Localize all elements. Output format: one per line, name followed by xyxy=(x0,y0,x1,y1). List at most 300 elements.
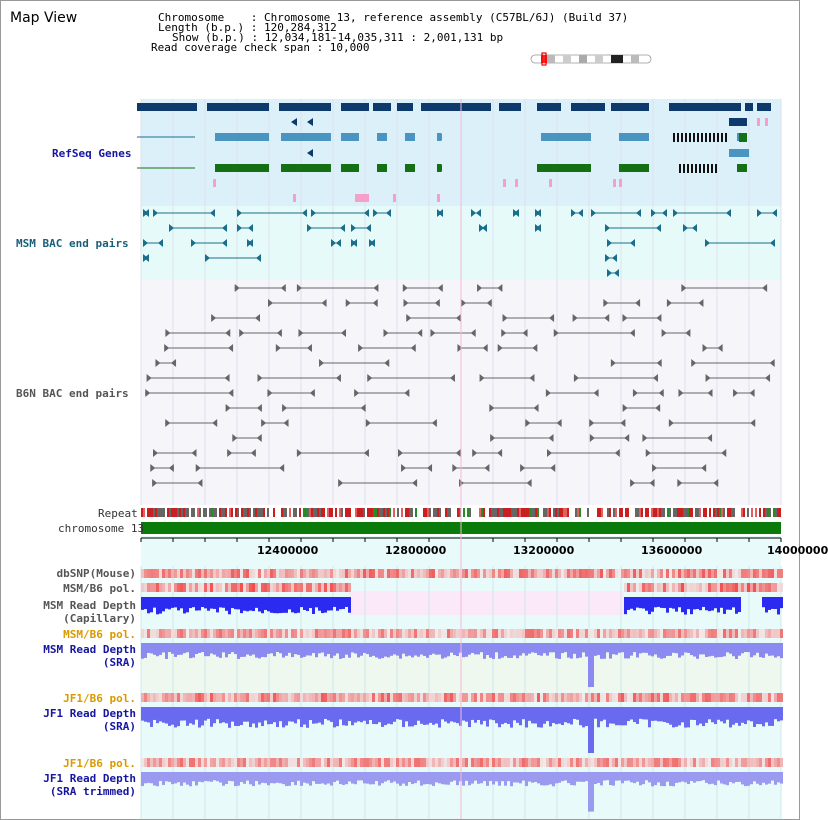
density-cell xyxy=(210,583,213,592)
depth-bar xyxy=(177,597,180,610)
depth-bar xyxy=(402,643,405,654)
density-cell xyxy=(486,758,489,767)
b6n-bac-label[interactable]: B6N BAC end pairs xyxy=(16,387,129,400)
density-cell xyxy=(534,569,537,578)
density-cell xyxy=(717,583,720,592)
density-cell xyxy=(711,583,714,592)
jf1-sra-depth-label[interactable]: JF1 Read Depth xyxy=(43,707,136,720)
depth-bar xyxy=(210,597,213,609)
density-cell xyxy=(309,583,312,592)
density-cell xyxy=(384,629,387,638)
density-cell xyxy=(504,758,507,767)
density-cell xyxy=(180,583,183,592)
density-cell xyxy=(765,583,768,592)
density-cell xyxy=(399,693,402,702)
depth-bar xyxy=(642,597,645,609)
density-cell xyxy=(741,693,744,702)
depth-bar xyxy=(258,707,261,723)
density-cell xyxy=(204,693,207,702)
density-cell xyxy=(636,569,639,578)
depth-bar xyxy=(555,643,558,658)
density-cell xyxy=(204,583,207,592)
depth-bar xyxy=(369,643,372,657)
density-cell xyxy=(495,693,498,702)
density-cell xyxy=(468,758,471,767)
density-cell xyxy=(366,758,369,767)
depth-bar xyxy=(249,772,252,784)
density-cell xyxy=(705,693,708,702)
density-cell xyxy=(279,583,282,592)
density-cell xyxy=(261,583,264,592)
msm-sra-depth-label[interactable]: MSM Read Depth xyxy=(43,643,136,656)
depth-bar xyxy=(303,643,306,657)
density-cell xyxy=(183,569,186,578)
density-cell xyxy=(717,569,720,578)
repeat-segment xyxy=(343,508,345,517)
depth-bar xyxy=(360,643,363,656)
gene-block xyxy=(215,133,269,141)
repeat-segment xyxy=(765,508,767,517)
repeat-segment xyxy=(315,508,317,517)
density-cell xyxy=(696,758,699,767)
density-cell xyxy=(717,629,720,638)
depth-bar xyxy=(540,772,543,785)
density-cell xyxy=(603,758,606,767)
density-cell xyxy=(240,693,243,702)
density-cell xyxy=(702,583,705,592)
exon-tick xyxy=(693,133,695,142)
density-cell xyxy=(159,583,162,592)
depth-bar xyxy=(519,707,522,725)
density-cell xyxy=(258,693,261,702)
density-cell xyxy=(282,693,285,702)
repeat-segment xyxy=(209,508,211,517)
density-cell xyxy=(198,693,201,702)
gene-block xyxy=(281,133,331,141)
depth-bar xyxy=(633,772,636,783)
depth-bar xyxy=(159,707,162,721)
read-coverage-span-info: Read coverage check span : 10,000 xyxy=(151,41,370,54)
exon-tick xyxy=(707,164,709,173)
density-cell xyxy=(759,629,762,638)
density-cell xyxy=(648,693,651,702)
repeat-segment xyxy=(335,508,337,517)
density-cell xyxy=(162,583,165,592)
depth-bar xyxy=(678,643,681,658)
depth-bar xyxy=(264,643,267,657)
repeat-segment xyxy=(395,508,397,517)
density-cell xyxy=(777,583,780,592)
depth-bar xyxy=(426,707,429,725)
depth-bar xyxy=(510,707,513,728)
density-cell xyxy=(693,583,696,592)
density-cell xyxy=(702,569,705,578)
density-cell xyxy=(642,758,645,767)
density-cell xyxy=(390,693,393,702)
depth-bar xyxy=(591,707,594,753)
density-cell xyxy=(657,758,660,767)
density-cell xyxy=(549,693,552,702)
density-cell xyxy=(639,583,642,592)
gene-block xyxy=(207,103,269,111)
density-cell xyxy=(405,758,408,767)
repeat-segment xyxy=(777,508,779,517)
density-cell xyxy=(318,569,321,578)
depth-bar xyxy=(345,597,348,607)
density-cell xyxy=(672,758,675,767)
density-cell xyxy=(747,693,750,702)
density-cell xyxy=(297,583,300,592)
repeat-segment xyxy=(387,508,389,517)
density-cell xyxy=(663,629,666,638)
density-cell xyxy=(777,693,780,702)
density-cell xyxy=(648,583,651,592)
msm-bac-label[interactable]: MSM BAC end pairs xyxy=(16,237,129,250)
density-cell xyxy=(255,569,258,578)
depth-bar xyxy=(549,772,552,784)
depth-bar xyxy=(201,707,204,725)
depth-bar xyxy=(186,772,189,785)
repeat-segment xyxy=(543,508,545,517)
repeat-segment xyxy=(757,508,759,517)
depth-bar xyxy=(477,643,480,654)
depth-bar xyxy=(576,772,579,782)
repeat-segment xyxy=(551,508,553,517)
depth-bar xyxy=(675,707,678,727)
density-cell xyxy=(315,693,318,702)
density-cell xyxy=(147,569,150,578)
density-cell xyxy=(336,569,339,578)
density-cell xyxy=(759,693,762,702)
density-cell xyxy=(198,629,201,638)
jf1-b6-pol-label[interactable]: JF1/B6 pol. xyxy=(63,692,136,705)
density-cell xyxy=(252,693,255,702)
repeat-segment xyxy=(199,508,201,517)
density-cell xyxy=(192,758,195,767)
density-cell xyxy=(231,758,234,767)
depth-bar xyxy=(372,707,375,724)
depth-bar xyxy=(258,772,261,785)
repeat-segment xyxy=(513,508,515,517)
depth-bar xyxy=(699,643,702,654)
repeat-segment xyxy=(149,508,151,517)
density-cell xyxy=(582,569,585,578)
depth-bar xyxy=(399,772,402,786)
repeat-segment xyxy=(269,508,271,517)
repeat-segment xyxy=(685,508,687,517)
depth-bar xyxy=(237,707,240,726)
density-cell xyxy=(540,693,543,702)
msm-b6-pol-label[interactable]: MSM/B6 pol. xyxy=(63,582,136,595)
depth-bar xyxy=(675,597,678,612)
depth-bar xyxy=(255,597,258,608)
density-cell xyxy=(555,693,558,702)
repeat-segment xyxy=(279,508,281,517)
chromosome-ideogram[interactable] xyxy=(531,53,651,65)
density-cell xyxy=(696,693,699,702)
density-cell xyxy=(261,629,264,638)
density-cell xyxy=(444,569,447,578)
gene-block xyxy=(541,133,591,141)
depth-bar xyxy=(750,643,753,657)
depth-bar xyxy=(525,643,528,656)
depth-bar xyxy=(780,772,783,784)
density-cell xyxy=(273,693,276,702)
depth-bar xyxy=(669,643,672,656)
density-cell xyxy=(462,629,465,638)
density-cell xyxy=(171,629,174,638)
repeat-segment xyxy=(197,508,199,517)
depth-bar xyxy=(582,772,585,782)
density-cell xyxy=(522,758,525,767)
density-cell xyxy=(237,629,240,638)
density-cell xyxy=(552,693,555,702)
depth-bar xyxy=(267,643,270,654)
density-cell xyxy=(381,693,384,702)
depth-bar xyxy=(516,772,519,782)
repeat-segment xyxy=(523,508,525,517)
repeat-segment xyxy=(715,508,717,517)
density-cell xyxy=(177,758,180,767)
depth-bar xyxy=(177,643,180,655)
density-cell xyxy=(288,583,291,592)
repeat-segment xyxy=(529,508,531,517)
density-cell xyxy=(216,583,219,592)
depth-bar xyxy=(144,643,147,658)
density-cell xyxy=(774,693,777,702)
density-cell xyxy=(672,693,675,702)
depth-bar xyxy=(567,707,570,723)
depth-bar xyxy=(411,643,414,657)
depth-bar xyxy=(675,643,678,653)
density-cell xyxy=(273,569,276,578)
depth-bar xyxy=(708,772,711,784)
repeat-segment xyxy=(653,508,655,517)
density-cell xyxy=(660,758,663,767)
density-cell xyxy=(591,569,594,578)
depth-bar xyxy=(375,772,378,781)
depth-bar xyxy=(441,643,444,659)
msm-b6-pol-sra-label[interactable]: MSM/B6 pol. xyxy=(63,628,136,641)
depth-bar xyxy=(171,643,174,654)
repeat-segment xyxy=(633,508,635,517)
density-cell xyxy=(180,629,183,638)
density-cell xyxy=(207,758,210,767)
density-cell xyxy=(570,569,573,578)
depth-bar xyxy=(705,772,708,783)
density-cell xyxy=(153,569,156,578)
density-cell xyxy=(570,693,573,702)
depth-bar xyxy=(321,707,324,725)
density-cell xyxy=(522,693,525,702)
repeat-segment xyxy=(557,508,559,517)
repeat-segment xyxy=(447,508,449,517)
repeat-segment xyxy=(683,508,685,517)
density-cell xyxy=(756,629,759,638)
density-cell xyxy=(186,758,189,767)
refseq-genes-label[interactable]: RefSeq Genes xyxy=(52,147,132,160)
depth-bar xyxy=(366,707,369,724)
density-cell xyxy=(369,693,372,702)
density-cell xyxy=(408,693,411,702)
exon-tick xyxy=(703,164,705,173)
density-cell xyxy=(288,758,291,767)
depth-bar xyxy=(345,772,348,784)
depth-bar xyxy=(504,643,507,656)
density-cell xyxy=(234,583,237,592)
depth-bar xyxy=(357,643,360,657)
density-cell xyxy=(639,758,642,767)
density-cell xyxy=(579,758,582,767)
density-cell xyxy=(555,629,558,638)
dbsnp-label[interactable]: dbSNP(Mouse) xyxy=(56,567,136,580)
depth-bar xyxy=(363,707,366,721)
density-cell xyxy=(435,758,438,767)
jf1-trim-depth-label[interactable]: JF1 Read Depth xyxy=(43,772,136,785)
density-cell xyxy=(342,693,345,702)
depth-bar xyxy=(711,597,714,610)
depth-bar xyxy=(711,643,714,656)
density-cell xyxy=(396,569,399,578)
density-cell xyxy=(603,569,606,578)
density-cell xyxy=(435,629,438,638)
density-cell xyxy=(300,569,303,578)
depth-bar xyxy=(282,597,285,613)
density-cell xyxy=(399,569,402,578)
depth-bar xyxy=(705,643,708,657)
depth-bar xyxy=(207,707,210,719)
density-cell xyxy=(615,693,618,702)
density-cell xyxy=(333,693,336,702)
density-cell xyxy=(714,693,717,702)
depth-bar xyxy=(735,707,738,723)
repeat-segment xyxy=(643,508,645,517)
depth-bar xyxy=(612,707,615,724)
density-cell xyxy=(606,693,609,702)
density-cell xyxy=(702,629,705,638)
depth-bar xyxy=(558,643,561,659)
repeat-segment xyxy=(237,508,239,517)
depth-bar xyxy=(426,772,429,784)
depth-bar xyxy=(492,772,495,785)
density-cell xyxy=(321,629,324,638)
repeat-segment xyxy=(397,508,399,517)
density-cell xyxy=(693,693,696,702)
repeat-segment xyxy=(471,508,473,517)
repeat-segment xyxy=(479,508,481,517)
density-cell xyxy=(183,758,186,767)
repeat-segment xyxy=(277,508,279,517)
depth-bar xyxy=(384,707,387,725)
depth-bar xyxy=(645,643,648,653)
repeat-segment xyxy=(273,508,275,517)
density-cell xyxy=(753,758,756,767)
depth-bar xyxy=(201,597,204,607)
depth-bar xyxy=(450,707,453,721)
depth-bar xyxy=(234,643,237,654)
density-cell xyxy=(168,629,171,638)
density-cell xyxy=(708,629,711,638)
depth-bar xyxy=(657,707,660,721)
depth-bar xyxy=(216,707,219,719)
exon-tick xyxy=(711,164,713,173)
msm-read-depth-label[interactable]: MSM Read Depth xyxy=(43,599,136,612)
depth-bar xyxy=(729,707,732,727)
repeat-segment xyxy=(649,508,651,517)
repeat-segment xyxy=(627,508,629,517)
density-cell xyxy=(693,758,696,767)
density-cell xyxy=(675,629,678,638)
repeat-segment xyxy=(675,508,677,517)
density-cell xyxy=(159,758,162,767)
density-cell xyxy=(441,758,444,767)
depth-bar xyxy=(747,707,750,720)
density-cell xyxy=(768,758,771,767)
density-cell xyxy=(426,629,429,638)
density-cell xyxy=(663,569,666,578)
exon-tick xyxy=(683,164,685,173)
density-cell xyxy=(393,758,396,767)
density-cell xyxy=(348,569,351,578)
depth-bar xyxy=(573,707,576,719)
depth-bar xyxy=(570,707,573,724)
repeat-segment xyxy=(507,508,509,517)
density-cell xyxy=(270,569,273,578)
density-cell xyxy=(579,693,582,702)
repeat-segment xyxy=(631,508,633,517)
jf1-b6-pol-2-label[interactable]: JF1/B6 pol. xyxy=(63,757,136,770)
repeat-segment xyxy=(301,508,303,517)
density-cell xyxy=(489,629,492,638)
depth-bar xyxy=(195,597,198,611)
density-cell xyxy=(372,693,375,702)
density-cell xyxy=(747,583,750,592)
density-cell xyxy=(759,569,762,578)
depth-bar xyxy=(567,643,570,658)
depth-bar xyxy=(486,707,489,727)
density-cell xyxy=(285,629,288,638)
depth-bar xyxy=(240,707,243,725)
depth-bar xyxy=(378,772,381,786)
depth-bar xyxy=(594,643,597,656)
depth-bar xyxy=(672,772,675,786)
density-cell xyxy=(768,693,771,702)
depth-bar xyxy=(357,772,360,780)
density-cell xyxy=(687,569,690,578)
repeat-segment xyxy=(563,508,565,517)
repeat-segment xyxy=(403,508,405,517)
depth-bar xyxy=(732,597,735,607)
density-cell xyxy=(180,569,183,578)
density-cell xyxy=(714,629,717,638)
density-cell xyxy=(165,583,168,592)
density-cell xyxy=(693,569,696,578)
density-cell xyxy=(372,629,375,638)
density-cell xyxy=(540,758,543,767)
depth-bar xyxy=(390,707,393,724)
density-cell xyxy=(294,629,297,638)
density-cell xyxy=(528,569,531,578)
density-cell xyxy=(711,693,714,702)
depth-bar xyxy=(339,643,342,659)
density-cell xyxy=(654,569,657,578)
repeat-segment xyxy=(515,508,517,517)
repeat-segment xyxy=(595,508,597,517)
density-cell xyxy=(321,583,324,592)
depth-bar xyxy=(324,707,327,719)
density-cell xyxy=(762,583,765,592)
density-cell xyxy=(402,629,405,638)
